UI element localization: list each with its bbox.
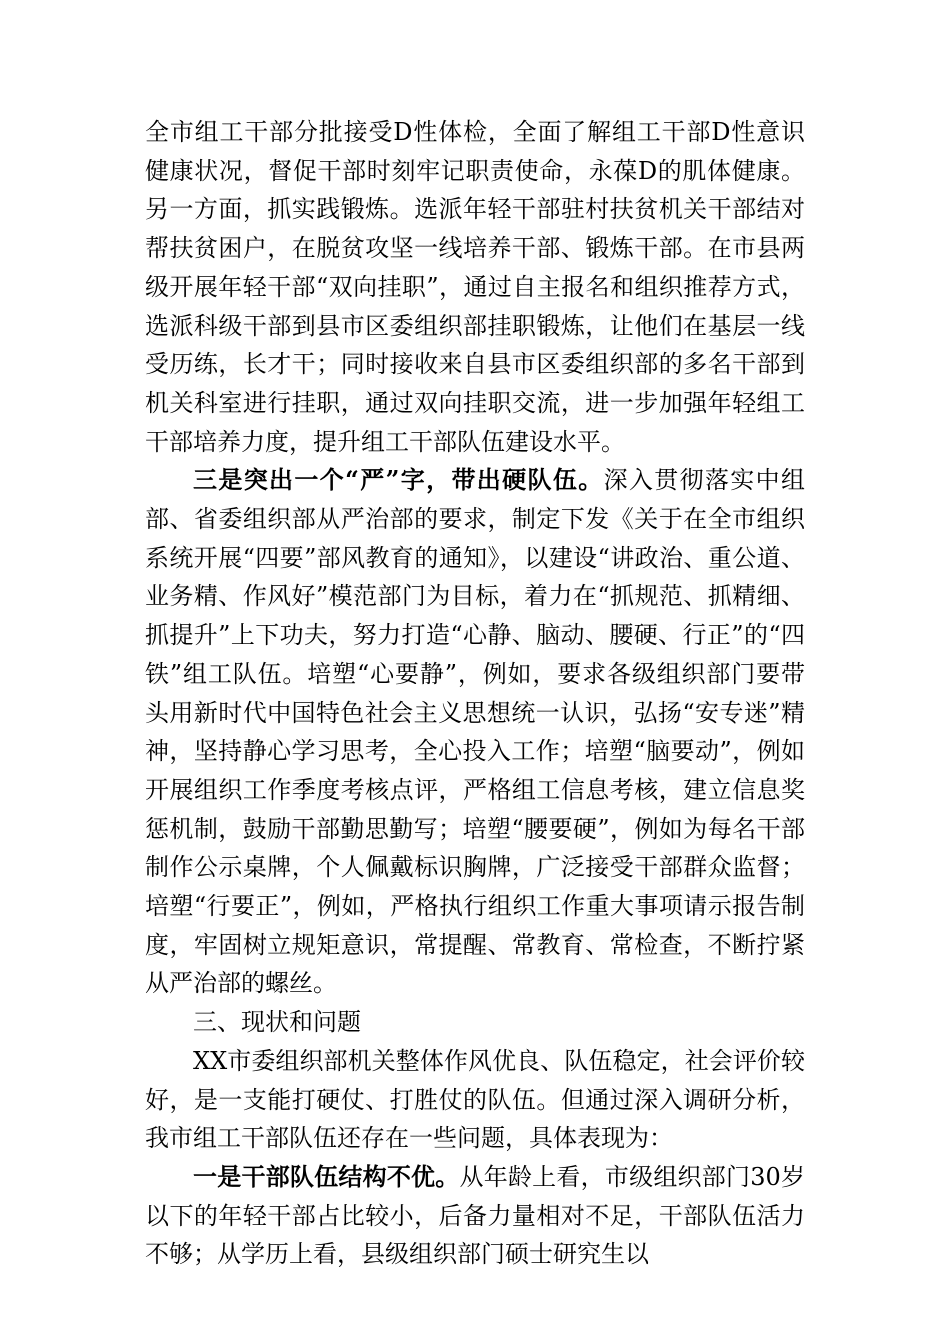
paragraph-5-lead: 一是干部队伍结构不优。 (193, 1161, 460, 1191)
paragraph-2-lead: 三是突出一个“严”字，带出硬队伍。 (193, 465, 604, 495)
paragraph-2 (145, 461, 805, 1003)
paragraph-4-text: XX市委组织部机关整体作风优良、队伍稳定，社会评价较好，是一支能打硬仗、打胜仗的队伍。但通过深入调研分析，我市组工干部队伍还存在一些问题，具体表现为： (145, 1046, 805, 1153)
paragraph-1-text: 全市组工干部分批接受D性体检，全面了解组工干部D性意识健康状况，督促干部时刻牢记职责使命，永葆D的肌体健康。另一方面，抓实践锻炼。选派年轻干部驻村扶贫机关干部结对帮扶贫困户，在脱贫攻坚一线培养干部、锻炼干部。在市县两级开展年轻干部“双向挂职”，通过自主报名和组织推荐方式，选派科级干部到县市区委组织部挂职锻炼，让他们在基层一线受历练，长才干；同时接收来自县市区委组织部的多名干部到机关科室进行挂职，通过双向挂职交流，进一步加强年轻组工干部培养力度，提升组工干部队伍建设水平。 (145, 118, 805, 456)
section-heading-text: 三、现状和问题 (193, 1008, 361, 1037)
paragraph-4 (145, 1042, 805, 1158)
paragraph-2-text: 深入贯彻落实中组部、省委组织部从严治部的要求，制定下发《关于在全市组织系统开展“四要”部风教育的通知》，以建设“讲政治、重公道、业务精、作风好”模范部门为目标，着力在“抓规范、抓精细、抓提升”上下功夫，努力打造“心静、脑动、腰硬、行正”的“四铁”组工队伍。培塑“心要静”，例如，要求各级组织部门要带头用新时代中国特色社会主义思想统一认识，弘扬“安专迷”精神，坚持静心学习思考，全心投入工作；培塑“脑要动”，例如开展组织工作季度考核点评，严格组工信息考核，建立信息奖惩机制，鼓励干部勤思勤写；培塑“腰要硬”，例如为每名干部制作公示桌牌，个人佩戴标识胸牌，广泛接受干部群众监督；培塑“行要正”，例如，严格执行组织工作重大事项请示报告制度，牢固树立规矩意识，常提醒、常教育、常检查，不断拧紧从严治部的螺丝。 (145, 466, 806, 998)
paragraph-5 (145, 1158, 805, 1274)
section-heading (145, 1003, 805, 1042)
paragraph-5-text: 从年龄上看，市级组织部门30岁以下的年轻干部占比较小，后备力量相对不足，干部队伍活力不够；从学历上看，县级组织部门硕士研究生以 (145, 1162, 805, 1269)
paragraph-1 (145, 113, 805, 461)
document-page (145, 113, 805, 1274)
